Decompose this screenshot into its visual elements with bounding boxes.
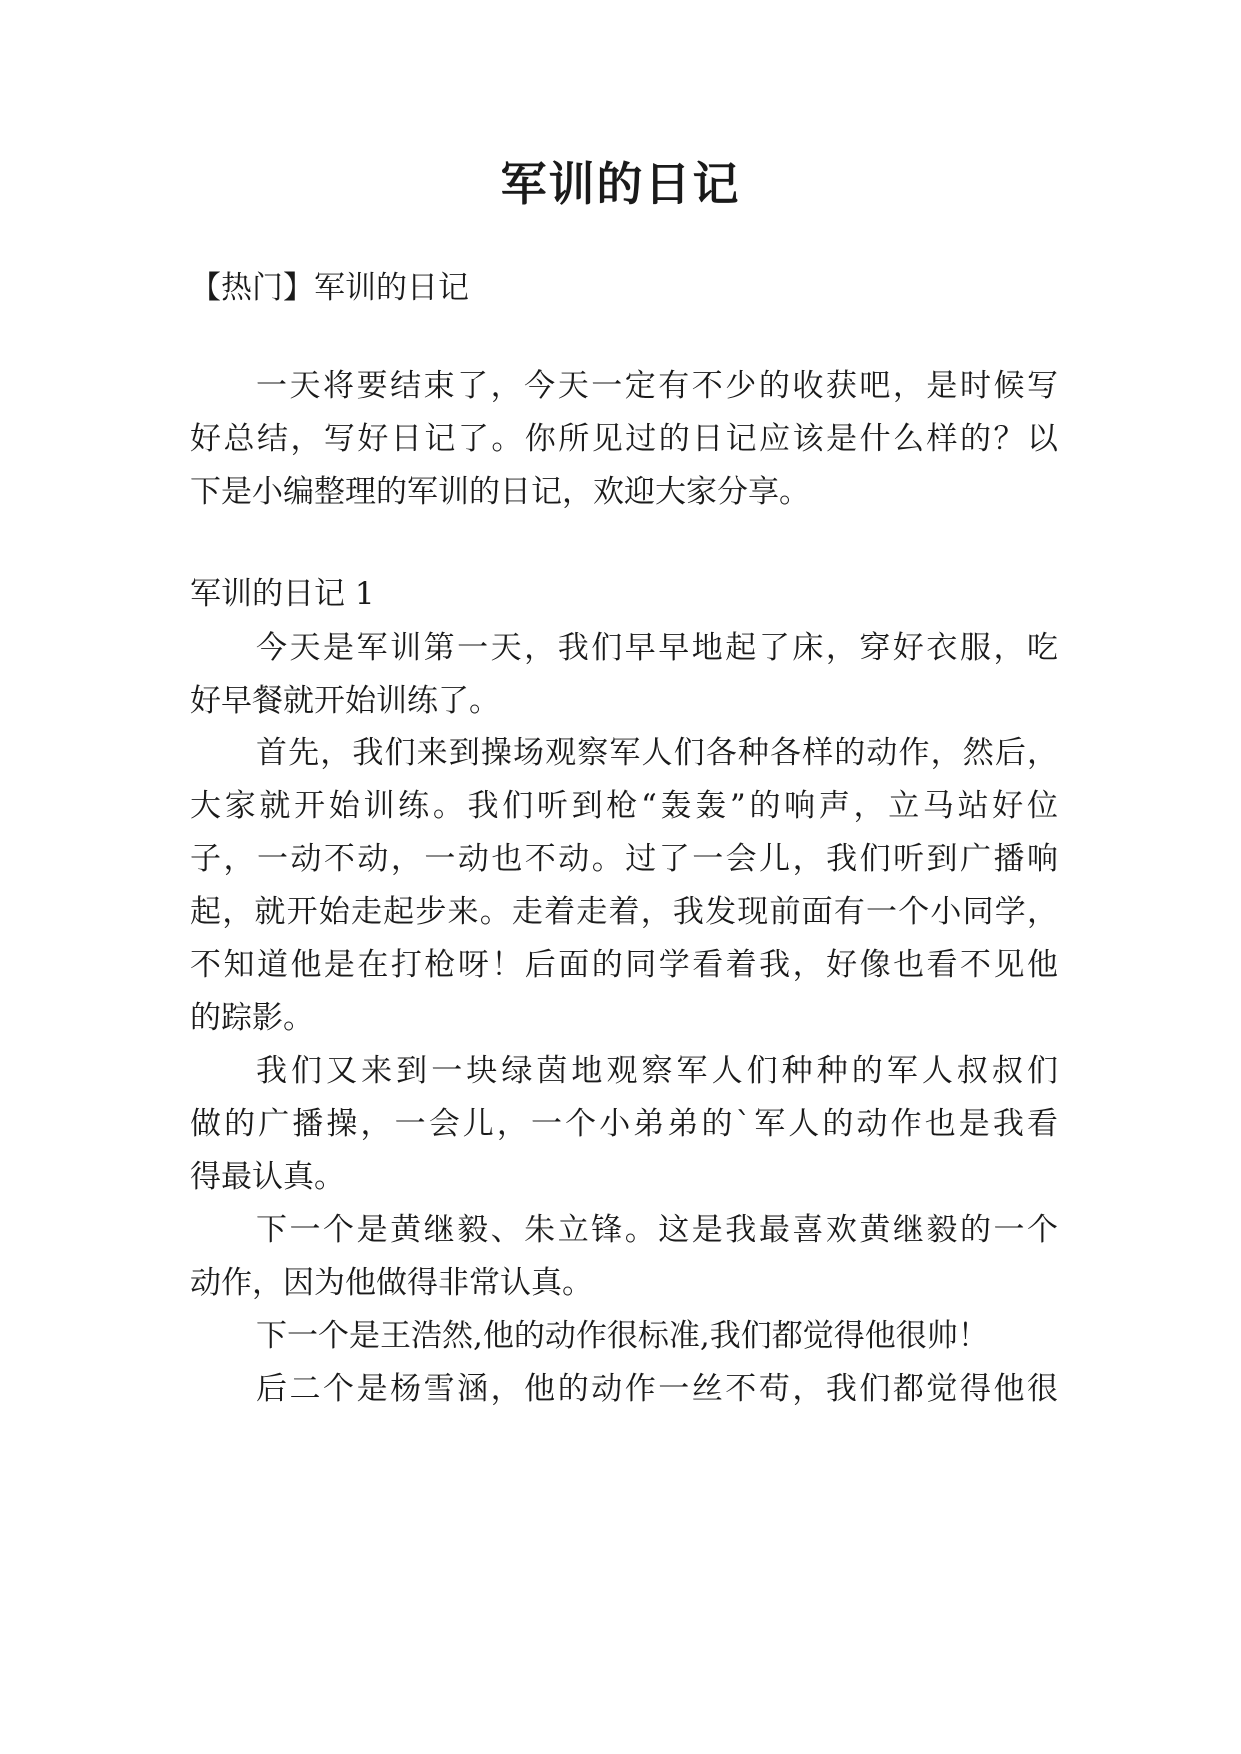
paragraph-line: 大家就开始训练。我们听到枪“轰轰”的响声，立马站好位: [190, 788, 1058, 824]
intro-line: 一天将要结束了，今天一定有不少的收获吧，是时候写: [256, 368, 1058, 404]
paragraph-line: 不知道他是在打枪呀！后面的同学看着我，好像也看不见他: [190, 947, 1058, 983]
paragraph-line: 下一个是王浩然,他的动作很标准,我们都觉得他很帅！: [256, 1318, 989, 1354]
paragraph-line: 首先，我们来到操场观察军人们各种各样的动作，然后，: [256, 735, 1058, 771]
paragraph-line: 动作，因为他做得非常认真。: [190, 1265, 593, 1301]
subtitle: 【热门】军训的日记: [190, 270, 469, 306]
intro-line: 好总结，写好日记了。你所见过的日记应该是什么样的？以: [190, 421, 1058, 457]
paragraph-line: 起，就开始走起步来。走着走着，我发现前面有一个小同学，: [190, 894, 1058, 930]
paragraph-line: 今天是军训第一天，我们早早地起了床，穿好衣服，吃: [256, 630, 1058, 666]
paragraph-line: 下一个是黄继毅、朱立锋。这是我最喜欢黄继毅的一个: [256, 1212, 1058, 1248]
paragraph-line: 后二个是杨雪涵，他的动作一丝不苟，我们都觉得他很: [256, 1371, 1058, 1407]
intro-line: 下是小编整理的军训的日记，欢迎大家分享。: [190, 474, 810, 510]
paragraph-line: 得最认真。: [190, 1159, 345, 1195]
paragraph-line: 子，一动不动，一动也不动。过了一会儿，我们听到广播响: [190, 841, 1058, 877]
paragraph-line: 的踪影。: [190, 1000, 314, 1036]
section-heading: 军训的日记 1: [190, 576, 375, 612]
document-title: 军训的日记: [500, 157, 741, 211]
paragraph-line: 做的广播操，一会儿，一个小弟弟的`军人的动作也是我看: [190, 1106, 1058, 1142]
paragraph-line: 好早餐就开始训练了。: [190, 683, 500, 719]
paragraph-line: 我们又来到一块绿茵地观察军人们种种的军人叔叔们: [256, 1053, 1058, 1089]
